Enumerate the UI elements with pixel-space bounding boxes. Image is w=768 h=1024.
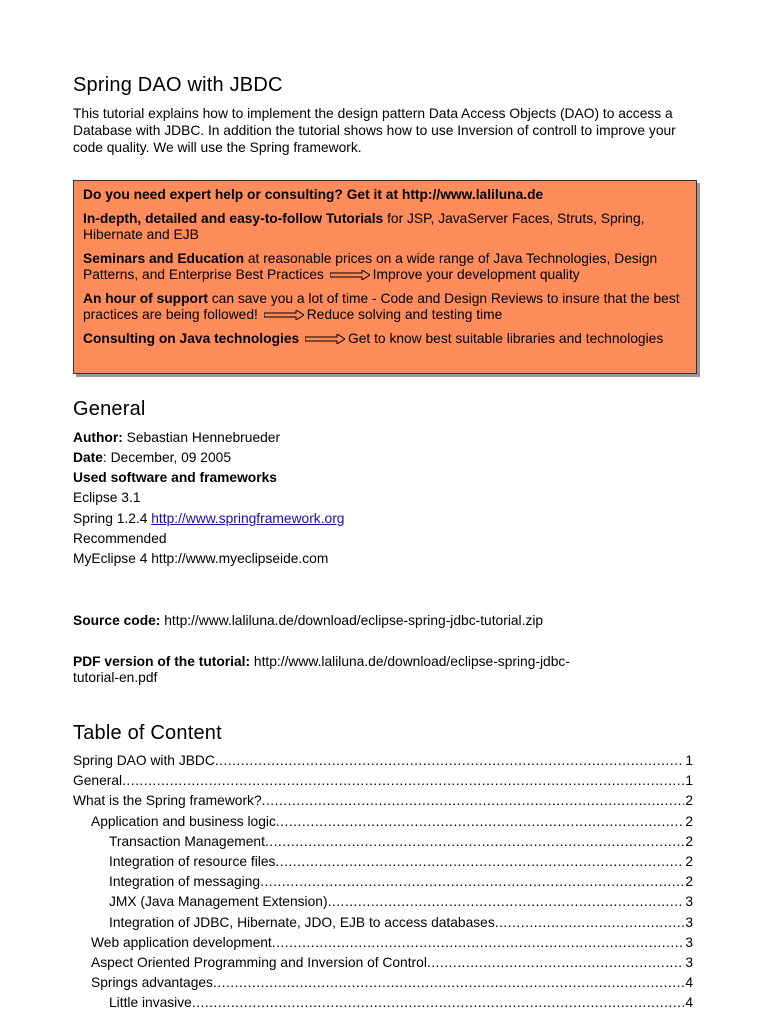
arrow-right-icon [330, 270, 370, 280]
spring-framework-link[interactable]: http://www.springframework.org [151, 511, 345, 526]
toc-entry-label: General [73, 773, 123, 789]
promo-item-support: An hour of support can save you a lot of time - Code and Design Reviews to insure that the best practices are being followed! Reduce solving and testing time [83, 290, 680, 322]
toc-entry-label: Integration of JDBC, Hibernate, JDO, EJB to access databases [109, 914, 495, 930]
toc-leader-dots [272, 935, 685, 950]
toc-page-number: 3 [685, 914, 693, 930]
toc-entry-label: JMX (Java Management Extension) [109, 894, 328, 910]
toc-entry[interactable] [73, 935, 693, 955]
pdf-line-continued: tutorial-en.pdf [73, 670, 158, 685]
toc-entry-label: Springs advantages [91, 975, 213, 991]
general-heading: General [73, 398, 146, 420]
toc-entry[interactable] [73, 854, 693, 874]
toc-page-number: 2 [685, 874, 693, 890]
toc-leader-dots [122, 773, 684, 788]
toc-page-number: 4 [685, 975, 693, 991]
arrow-right-icon [305, 334, 345, 344]
toc-entry[interactable] [73, 814, 693, 834]
intro-paragraph: This tutorial explains how to implement the design pattern Data Access Objects (DAO) to access a Database with JDBC. In addition the tutorial shows how to use Inversion of controll to improve your code quality. We will use the Spring framework. [73, 106, 676, 155]
toc-leader-dots [192, 995, 684, 1010]
toc-page-number: 1 [685, 753, 693, 768]
toc-leader-dots [260, 874, 684, 889]
software-label: Used software and frameworks [73, 470, 277, 485]
toc-page-number: 1 [685, 773, 693, 789]
toc-page-number: 2 [685, 813, 693, 829]
toc-leader-dots [265, 834, 684, 849]
toc-leader-dots [215, 753, 684, 768]
recommended-label: Recommended [73, 531, 167, 546]
toc-entry-label: Integration of messaging [109, 874, 261, 890]
spring-version: Spring 1.2.4 http://www.springframework.org [73, 511, 345, 526]
toc-leader-dots [275, 854, 684, 869]
toc-entry[interactable] [73, 874, 693, 894]
toc-leader-dots [213, 975, 684, 990]
toc-entry[interactable] [73, 975, 693, 995]
toc-heading: Table of Content [73, 722, 222, 744]
table-of-contents [73, 753, 693, 1015]
eclipse-version: Eclipse 3.1 [73, 490, 141, 505]
toc-entry-label: Aspect Oriented Programming and Inversion of Control [91, 954, 427, 970]
toc-entry[interactable] [73, 894, 693, 914]
toc-entry[interactable] [73, 995, 693, 1015]
toc-entry-label: Web application development [91, 934, 272, 950]
toc-entry[interactable] [73, 915, 693, 935]
toc-page-number: 3 [685, 894, 693, 910]
toc-entry[interactable] [73, 955, 693, 975]
promo-item-tutorials: In-depth, detailed and easy-to-follow Tutorials for JSP, JavaServer Faces, Struts, Spring, Hibernate and EJB [83, 210, 645, 242]
toc-page-number: 2 [685, 833, 693, 849]
toc-entry-label: Little invasive [109, 995, 192, 1011]
toc-leader-dots [276, 814, 684, 829]
toc-page-number: 2 [685, 853, 693, 869]
toc-leader-dots [328, 894, 685, 909]
promo-item-seminars: Seminars and Education at reasonable prices on a wide range of Java Technologies, Design Patterns, and Enterprise Best Practices Improve your development quality [83, 250, 658, 282]
toc-page-number: 4 [685, 995, 693, 1011]
author-line: Author: Sebastian Hennebrueder [73, 430, 281, 445]
toc-entry[interactable] [73, 834, 693, 854]
toc-entry-label: Transaction Management [109, 833, 265, 849]
toc-entry-label: Application and business logic [91, 813, 276, 829]
toc-leader-dots [262, 793, 685, 808]
toc-page-number: 3 [685, 954, 693, 970]
toc-entry-label: Integration of resource files [109, 853, 276, 869]
toc-leader-dots [427, 955, 684, 970]
toc-leader-dots [495, 915, 685, 930]
toc-entry[interactable] [73, 773, 693, 793]
toc-entry-label: What is the Spring framework? [73, 793, 262, 809]
myeclipse-line: MyEclipse 4 http://www.myeclipseide.com [73, 551, 329, 566]
toc-entry[interactable] [73, 753, 693, 773]
promo-box [73, 180, 697, 374]
promo-headline: Do you need expert help or consulting? Get it at http://www.laliluna.de [83, 187, 544, 202]
date-line: Date: December, 09 2005 [73, 450, 231, 465]
arrow-right-icon [264, 310, 304, 320]
promo-item-consulting: Consulting on Java technologies Get to know best suitable libraries and technologies [83, 330, 664, 346]
toc-page-number: 2 [685, 793, 693, 809]
toc-entry-label: Spring DAO with JBDC [73, 753, 215, 768]
toc-page-number: 3 [685, 934, 693, 950]
toc-entry[interactable] [73, 793, 693, 813]
pdf-line: PDF version of the tutorial: http://www.laliluna.de/download/eclipse-spring-jdbc- [73, 654, 570, 669]
document-title: Spring DAO with JBDC [73, 74, 283, 96]
source-code-line: Source code: http://www.laliluna.de/download/eclipse-spring-jdbc-tutorial.zip [73, 613, 544, 628]
